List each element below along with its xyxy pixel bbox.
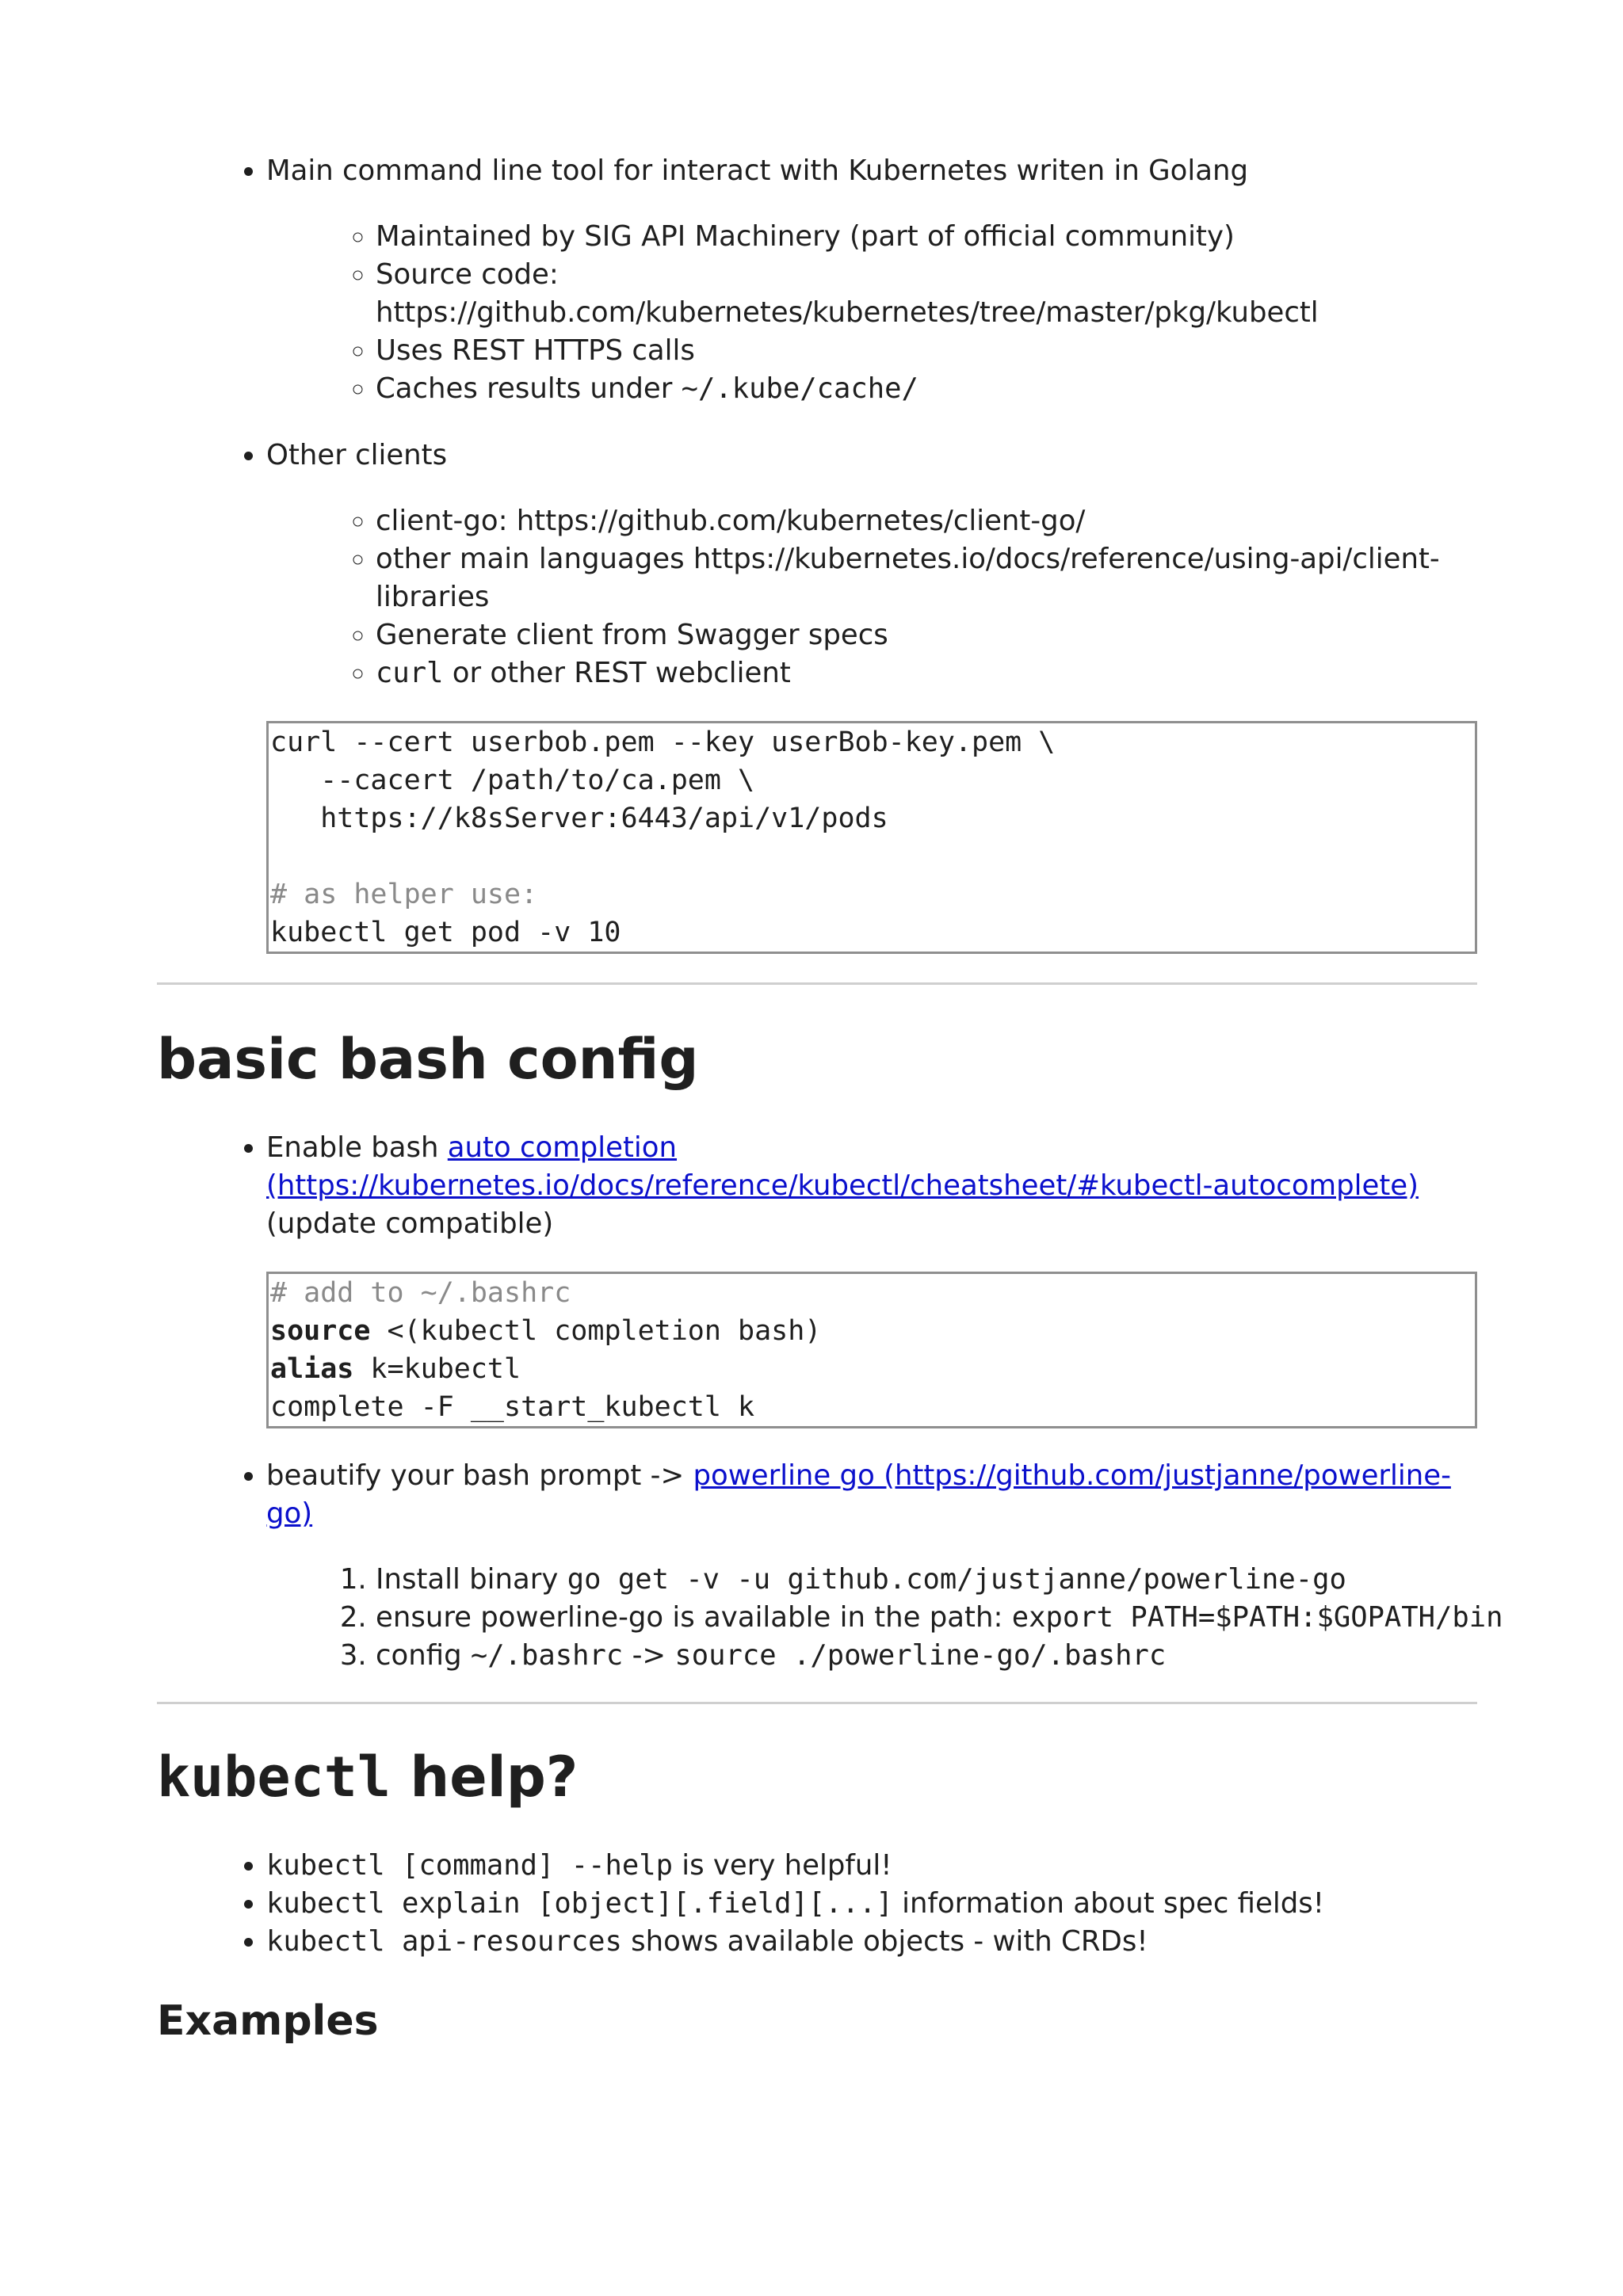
step-code: ~/.bashrc bbox=[470, 1639, 624, 1672]
kubectl-details-list bbox=[266, 218, 1477, 408]
code-line: https://k8sServer:6443/api/v1/pods bbox=[270, 803, 888, 834]
code-comment: # add to ~/.bashrc bbox=[270, 1277, 571, 1309]
list-item bbox=[376, 1599, 1503, 1637]
list-item bbox=[376, 654, 1477, 692]
code-line: curl --cert userbob.pem --key userBob-key.pem \ bbox=[270, 727, 1056, 758]
rest-text: Uses REST HTTPS calls bbox=[376, 334, 695, 367]
list-item bbox=[376, 370, 1477, 408]
source-label: Source code: bbox=[376, 258, 559, 291]
step-code: export PATH=$PATH:$GOPATH/bin bbox=[1011, 1601, 1503, 1634]
autocomplete-link[interactable]: auto completion (https://kubernetes.io/docs/reference/kubectl/cheatsheet/#kubectl-autocomplete) bbox=[266, 1131, 1419, 1202]
curl-text: or other REST webclient bbox=[443, 657, 791, 689]
bashrc-code-block bbox=[266, 1272, 1477, 1428]
help-text: is very helpful! bbox=[672, 1849, 892, 1882]
list-item bbox=[376, 256, 1477, 332]
curl-code: curl bbox=[376, 657, 444, 689]
step-code: source ./powerline-go/.bashrc bbox=[674, 1639, 1167, 1672]
code-line: complete -F __start_kubectl k bbox=[270, 1391, 755, 1423]
curl-code-block bbox=[266, 721, 1477, 954]
code-comment: # as helper use: bbox=[270, 879, 538, 910]
heading-text: help? bbox=[391, 1745, 579, 1810]
step-code: go get -v -u github.com/justjanne/powerline-go bbox=[567, 1563, 1346, 1596]
help-list bbox=[157, 1847, 1477, 1961]
list-item bbox=[376, 1561, 1477, 1599]
step-text: config bbox=[376, 1639, 471, 1672]
section-divider bbox=[157, 982, 1477, 985]
intro-list bbox=[157, 152, 1477, 954]
kubectl-description: Main command line tool for interact with Kubernetes writen in Golang bbox=[266, 154, 1249, 187]
api-resources-command: kubectl api-resources bbox=[266, 1925, 622, 1958]
help-command: kubectl [command] --help bbox=[266, 1849, 673, 1882]
step-text: Install binary bbox=[376, 1563, 567, 1596]
step-text: ensure powerline-go is available in the path: bbox=[376, 1601, 1012, 1634]
kubectl-help-heading bbox=[157, 1744, 1477, 1810]
code-keyword: source bbox=[270, 1315, 371, 1347]
enable-suffix: (update compatible) bbox=[266, 1207, 554, 1240]
list-item bbox=[266, 152, 1477, 408]
step-text: -> bbox=[623, 1639, 675, 1672]
code-line: k=kubectl bbox=[353, 1353, 521, 1385]
list-item bbox=[376, 502, 1477, 540]
list-item bbox=[376, 616, 1477, 654]
list-item bbox=[376, 332, 1477, 370]
document-content bbox=[157, 152, 1503, 2046]
examples-heading: Examples bbox=[157, 1997, 379, 2045]
powerline-steps bbox=[266, 1561, 1503, 1675]
api-resources-text: shows available objects - with CRDs! bbox=[621, 1925, 1148, 1958]
client-go-text: client-go: https://github.com/kubernetes/client-go/ bbox=[376, 505, 1086, 537]
list-item bbox=[266, 1923, 1477, 1961]
enable-text: Enable bash bbox=[266, 1131, 448, 1164]
code-line: kubectl get pod -v 10 bbox=[270, 917, 621, 948]
bash-config-heading: basic bash config bbox=[157, 1027, 699, 1092]
other-clients-label: Other clients bbox=[266, 439, 448, 471]
list-item bbox=[376, 540, 1477, 616]
maintained-text: Maintained by SIG API Machinery (part of official community) bbox=[376, 220, 1235, 253]
other-clients-list bbox=[266, 502, 1477, 692]
list-item bbox=[376, 1637, 1477, 1675]
code-keyword: alias bbox=[270, 1353, 354, 1385]
languages-text: other main languages https://kubernetes.io/docs/reference/using-api/client-libraries bbox=[376, 543, 1440, 613]
code-line: --cacert /path/to/ca.pem \ bbox=[270, 765, 755, 796]
code-line: <(kubectl completion bash) bbox=[370, 1315, 822, 1347]
explain-command: kubectl explain [object][.field][...] bbox=[266, 1887, 893, 1920]
beautify-text: beautify your bash prompt -> bbox=[266, 1459, 693, 1492]
heading-code: kubectl bbox=[157, 1745, 391, 1810]
cache-path: ~/.kube/cache/ bbox=[681, 372, 918, 405]
list-item bbox=[266, 1885, 1477, 1923]
cache-text: Caches results under bbox=[376, 372, 682, 405]
bash-list bbox=[157, 1129, 1503, 1675]
list-item bbox=[266, 437, 1477, 954]
list-item bbox=[266, 1457, 1503, 1675]
swagger-text: Generate client from Swagger specs bbox=[376, 619, 888, 651]
powerline-link[interactable]: powerline go (https://github.com/justjanne/powerline-go) bbox=[266, 1459, 1451, 1530]
list-item bbox=[266, 1847, 1477, 1885]
section-divider bbox=[157, 1702, 1477, 1704]
list-item bbox=[376, 218, 1477, 256]
source-url: https://github.com/kubernetes/kubernetes/tree/master/pkg/kubectl bbox=[376, 296, 1319, 329]
explain-text: information about spec fields! bbox=[892, 1887, 1324, 1920]
list-item bbox=[266, 1129, 1477, 1428]
